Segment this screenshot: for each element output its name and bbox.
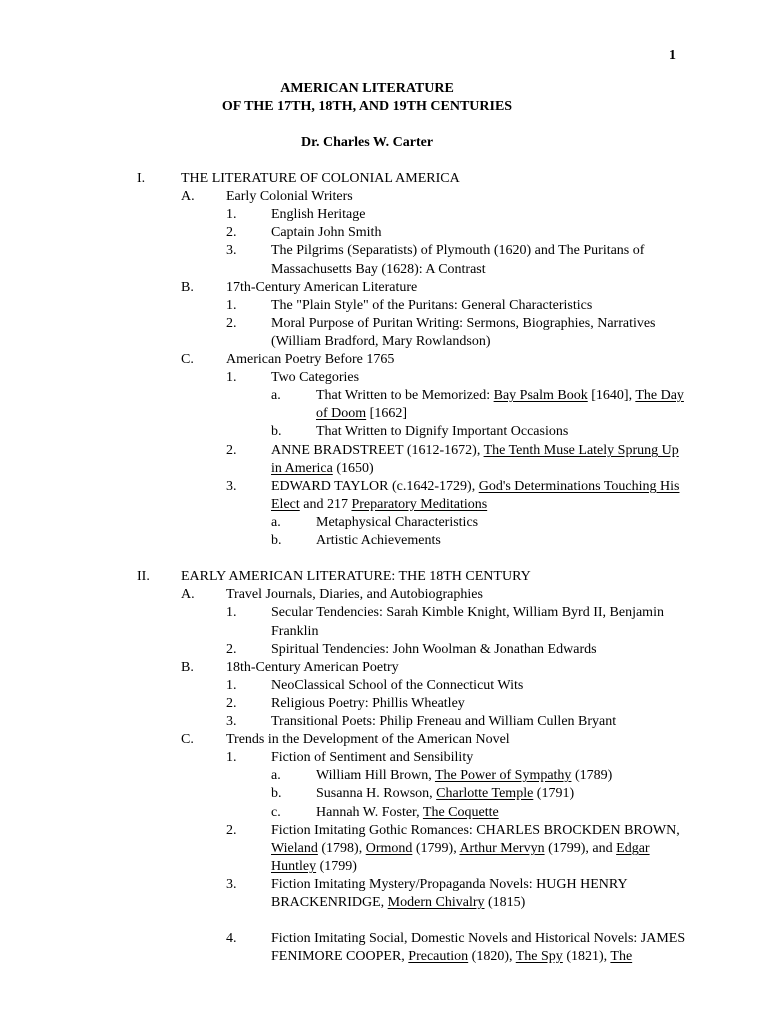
- outline-text: (1799),: [412, 841, 460, 856]
- outline-marker: A.: [181, 587, 195, 602]
- outline-text: Early Colonial Writers: [226, 189, 353, 204]
- outline-text: Captain John Smith: [271, 225, 382, 240]
- outline-item: [271, 442, 679, 460]
- outline-text: American Poetry Before 1765: [226, 352, 395, 367]
- work-title: God's Determinations Touching His: [478, 479, 680, 494]
- outline-marker: 3.: [226, 714, 237, 729]
- outline-marker: 2.: [226, 316, 237, 331]
- outline-item: [271, 224, 381, 242]
- outline-marker: a.: [271, 515, 281, 530]
- outline-text: That Written to Dignify Important Occasions: [316, 424, 569, 439]
- outline-marker: 1.: [226, 750, 237, 765]
- outline-marker: 3.: [226, 243, 237, 258]
- outline-text: Secular Tendencies: Sarah Kimble Knight, William Byrd II, Benjamin: [271, 605, 664, 620]
- outline-text: (1798),: [317, 841, 366, 856]
- outline-marker: 1.: [226, 207, 237, 222]
- work-title: The Day: [635, 388, 684, 403]
- outline-item: [271, 333, 491, 351]
- outline-marker: 2.: [226, 642, 237, 657]
- outline-marker: a.: [271, 388, 281, 403]
- outline-text: NeoClassical School of the Connecticut Wits: [271, 678, 524, 693]
- outline-text: and 217: [299, 497, 352, 512]
- work-title: Wieland: [271, 841, 318, 856]
- outline-text: (1791): [533, 786, 575, 801]
- outline-text: EDWARD TAYLOR (c.1642-1729),: [271, 479, 479, 494]
- outline-marker: 3.: [226, 479, 237, 494]
- outline-marker: C.: [181, 352, 194, 367]
- outline-text: Two Categories: [271, 370, 360, 385]
- outline-item: [271, 858, 357, 876]
- outline-marker: c.: [271, 805, 281, 820]
- outline-marker: A.: [181, 189, 195, 204]
- outline-item: [271, 894, 525, 912]
- outline-text: Moral Purpose of Puritan Writing: Sermons, Biographies, Narratives: [271, 316, 656, 331]
- outline-marker: B.: [181, 280, 194, 295]
- outline-text: Travel Journals, Diaries, and Autobiographies: [226, 587, 483, 602]
- outline-text: Religious Poetry: Phillis Wheatley: [271, 696, 465, 711]
- section-heading: [181, 568, 531, 586]
- outline-text: (1799): [316, 859, 357, 874]
- outline-item: [271, 242, 644, 260]
- outline-item: [271, 604, 664, 622]
- outline-text: Franklin: [271, 624, 319, 639]
- outline-marker: a.: [271, 768, 281, 783]
- outline-text: 18th-Century American Poetry: [226, 660, 399, 675]
- outline-subitem: [316, 767, 612, 785]
- work-title: The: [610, 949, 633, 964]
- outline-item: [271, 261, 486, 279]
- outline-subitem: [316, 387, 684, 405]
- outline-text: Fiction Imitating Gothic Romances: CHARLES BROCKDEN BROWN,: [271, 823, 680, 838]
- outline-item: [271, 206, 365, 224]
- outline-text: Fiction Imitating Mystery/Propaganda Novels: HUGH HENRY: [271, 877, 628, 892]
- outline-text: Susanna H. Rowson,: [316, 786, 437, 801]
- outline-marker: 1.: [226, 370, 237, 385]
- subsection-heading: [226, 586, 483, 604]
- outline-item: [271, 369, 359, 387]
- outline-text: Massachusetts Bay (1628): A Contrast: [271, 262, 486, 277]
- outline-text: English Heritage: [271, 207, 366, 222]
- outline-marker: 1.: [226, 605, 237, 620]
- outline-marker: 2.: [226, 443, 237, 458]
- work-title: Edgar: [616, 841, 650, 856]
- outline-text: (William Bradford, Mary Rowlandson): [271, 334, 491, 349]
- outline-subitem: [316, 804, 499, 822]
- outline-item: [271, 822, 680, 840]
- outline-marker: C.: [181, 732, 194, 747]
- outline-subitem: [316, 514, 478, 532]
- subsection-heading: [226, 659, 399, 677]
- subsection-heading: [226, 188, 353, 206]
- outline-item: [271, 677, 523, 695]
- outline-text: (1821),: [562, 949, 611, 964]
- outline-marker: 4.: [226, 931, 237, 946]
- outline-item: [271, 876, 628, 894]
- document-author: Dr. Charles W. Carter: [300, 135, 434, 150]
- outline-text: [1640],: [587, 388, 636, 403]
- outline-text: Transitional Poets: Philip Freneau and William Cullen Bryant: [271, 714, 617, 729]
- outline-item: [271, 478, 679, 496]
- outline-text: 17th-Century American Literature: [226, 280, 418, 295]
- outline-text: Hannah W. Foster,: [316, 805, 423, 820]
- outline-subitem: [316, 405, 407, 423]
- outline-item: [271, 695, 465, 713]
- outline-item: [271, 641, 597, 659]
- outline-text: William Hill Brown,: [316, 768, 435, 783]
- outline-text: Metaphysical Characteristics: [316, 515, 479, 530]
- work-title: Elect: [271, 497, 300, 512]
- outline-text: ANNE BRADSTREET (1612-1672),: [271, 443, 484, 458]
- work-title: Preparatory Meditations: [351, 497, 488, 512]
- work-title: The Coquette: [422, 805, 499, 820]
- outline-item: [271, 930, 685, 948]
- outline-item: [271, 623, 318, 641]
- outline-marker: 2.: [226, 696, 237, 711]
- outline-text: (1799), and: [544, 841, 617, 856]
- outline-marker: 2.: [226, 225, 237, 240]
- work-title: Huntley: [271, 859, 317, 874]
- work-title: Arthur Mervyn: [459, 841, 545, 856]
- outline-marker: 1.: [226, 678, 237, 693]
- outline-text: The Pilgrims (Separatists) of Plymouth (1620) and The Puritans of: [271, 243, 645, 258]
- outline-text: [1662]: [366, 406, 407, 421]
- work-title: in America: [271, 461, 333, 476]
- outline-marker: II.: [137, 569, 150, 584]
- document-title-line-1: AMERICAN LITERATURE: [280, 81, 454, 96]
- outline-text: Trends in the Development of the American Novel: [226, 732, 510, 747]
- outline-text: Fiction of Sentiment and Sensibility: [271, 750, 474, 765]
- outline-marker: b.: [271, 533, 282, 548]
- subsection-heading: [226, 351, 394, 369]
- outline-text: (1820),: [468, 949, 516, 964]
- work-title: The Tenth Muse Lately Sprung Up: [483, 443, 679, 458]
- work-title: The Power of Sympathy: [434, 768, 572, 783]
- outline-marker: 1.: [226, 298, 237, 313]
- work-title: Modern Chivalry: [387, 895, 485, 910]
- outline-marker: b.: [271, 786, 282, 801]
- outline-text: EARLY AMERICAN LITERATURE: THE 18TH CENTURY: [181, 569, 531, 584]
- work-title: of Doom: [316, 406, 367, 421]
- subsection-heading: [226, 731, 510, 749]
- outline-text: Fiction Imitating Social, Domestic Novels and Historical Novels: JAMES: [271, 931, 686, 946]
- document-title-line-2: OF THE 17TH, 18TH, AND 19TH CENTURIES: [221, 99, 513, 114]
- subsection-heading: [226, 279, 417, 297]
- outline-item: [271, 840, 650, 858]
- work-title: Ormond: [365, 841, 413, 856]
- outline-item: [271, 713, 616, 731]
- page-number: 1: [669, 48, 676, 63]
- outline-item: [271, 749, 473, 767]
- outline-subitem: [316, 785, 574, 803]
- outline-text: FENIMORE COOPER,: [271, 949, 409, 964]
- outline-item: [271, 496, 487, 514]
- outline-text: (1815): [484, 895, 526, 910]
- outline-marker: B.: [181, 660, 194, 675]
- outline-item: [271, 460, 374, 478]
- outline-marker: 2.: [226, 823, 237, 838]
- outline-text: The "Plain Style" of the Puritans: General Characteristics: [271, 298, 593, 313]
- outline-item: [271, 315, 656, 333]
- outline-subitem: [316, 423, 568, 441]
- outline-subitem: [316, 532, 441, 550]
- work-title: The Spy: [515, 949, 563, 964]
- section-heading: [181, 170, 460, 188]
- outline-marker: 3.: [226, 877, 237, 892]
- work-title: Bay Psalm Book: [493, 388, 588, 403]
- outline-text: That Written to be Memorized:: [316, 388, 494, 403]
- outline-text: Spiritual Tendencies: John Woolman & Jonathan Edwards: [271, 642, 597, 657]
- outline-text: THE LITERATURE OF COLONIAL AMERICA: [181, 171, 460, 186]
- outline-text: BRACKENRIDGE,: [271, 895, 388, 910]
- outline-text: (1789): [571, 768, 613, 783]
- work-title: Precaution: [408, 949, 469, 964]
- work-title: Charlotte Temple: [436, 786, 534, 801]
- outline-marker: I.: [137, 171, 146, 186]
- outline-text: (1650): [332, 461, 374, 476]
- outline-item: [271, 948, 632, 966]
- outline-marker: b.: [271, 424, 282, 439]
- outline-item: [271, 297, 592, 315]
- outline-text: Artistic Achievements: [316, 533, 441, 548]
